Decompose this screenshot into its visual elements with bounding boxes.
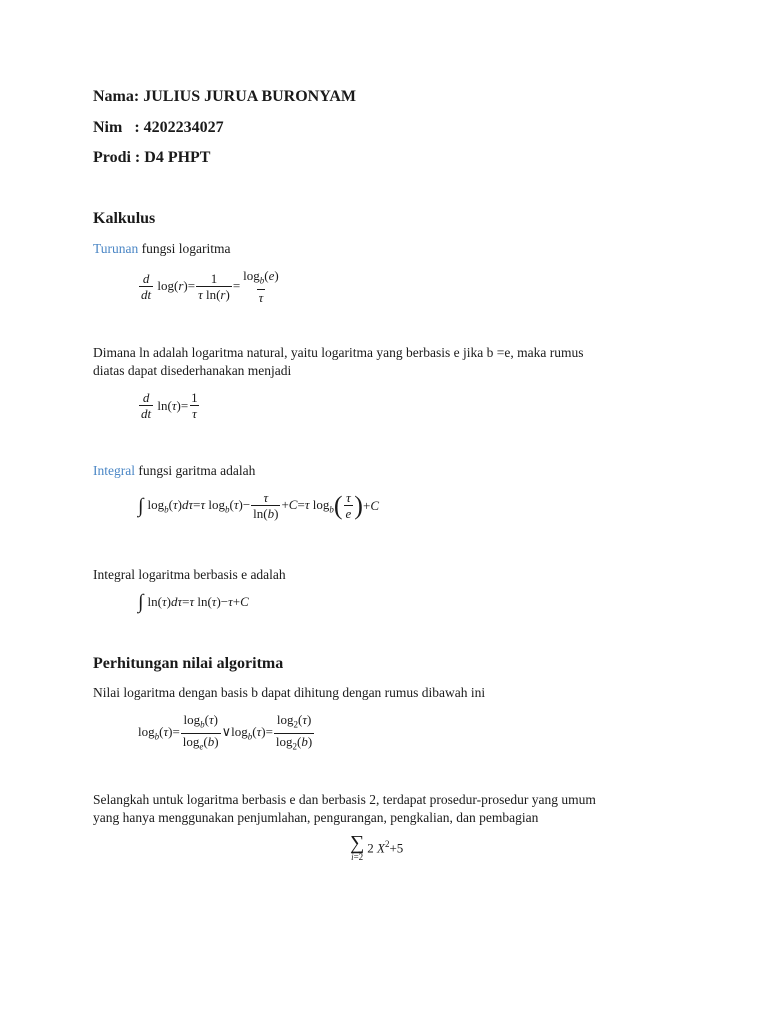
turunan-paragraph	[93, 240, 231, 258]
nim-value: : 4202234027	[134, 119, 224, 136]
turunan-link[interactable]: Turunan	[93, 241, 139, 256]
perhitungan-intro: Nilai logaritma dengan basis b dapat dihitung dengan rumus dibawah ini	[93, 685, 486, 700]
name-line: Nama: JULIUS JURUA BURONYAM	[93, 88, 356, 105]
formula-summation: ∑ i=2 2 $X^2+5$	[350, 832, 404, 862]
dimana-line-2: diatas dapat disederhanakan menjadi	[93, 363, 292, 378]
formula-integral-ln: ∫ ln(τ)dτ=τ ln(τ)−τ+C	[138, 591, 249, 613]
formula-derivative-ln: $\frac{d}{dt}$ ln(τ)= $\frac{1}{\tau}$	[141, 390, 198, 421]
selangkah-line-1: Selangkah untuk logaritma berbasis e dan berbasis 2, terdapat prosedur-prosedur yang umum	[93, 792, 596, 807]
kalkulus-heading: Kalkulus	[93, 210, 156, 227]
formula-change-of-base: $\log_b(\tau)=$ $\frac{\log_b(\tau)}{\log_e(b)}$ $\vee\log_b(\tau)=$ $\frac{\log_2(\tau)}{\log_2(b)}$	[138, 712, 315, 754]
nim-label: Nim	[93, 119, 123, 136]
prodi-line: Prodi : D4 PHPT	[93, 149, 211, 166]
formula-integral-logb: ∫ $\log_b(\tau)d\tau=\tau$ $\log_b(\tau)-$ $\frac{\tau}{\ln(b)}$ +C=τ $\log_b$ ( $\frac{\tau}{e}$ ) +C	[138, 490, 379, 521]
integral-link[interactable]: Integral	[93, 463, 135, 478]
perhitungan-heading: Perhitungan nilai algoritma	[93, 655, 284, 672]
nim-line	[93, 119, 224, 137]
integral-paragraph	[93, 462, 255, 480]
integral-rest: fungsi garitma adalah	[134, 463, 256, 478]
integral-e-text: Integral logaritma berbasis e adalah	[93, 567, 286, 582]
formula-derivative-log: $\frac{d}{dt}$ log(r)= $\frac{1}{\text{τ ln(r)}}$ = $\frac{\log_b(e)}{\tau}$	[141, 268, 279, 305]
selangkah-line-2: yang hanya menggunakan penjumlahan, pengurangan, pengkalian, dan pembagian	[93, 810, 539, 825]
dimana-line-1: Dimana ln adalah logaritma natural, yaitu logaritma yang berbasis e jika b =e, maka rumus	[93, 345, 584, 360]
turunan-rest: fungsi logaritma	[138, 241, 231, 256]
